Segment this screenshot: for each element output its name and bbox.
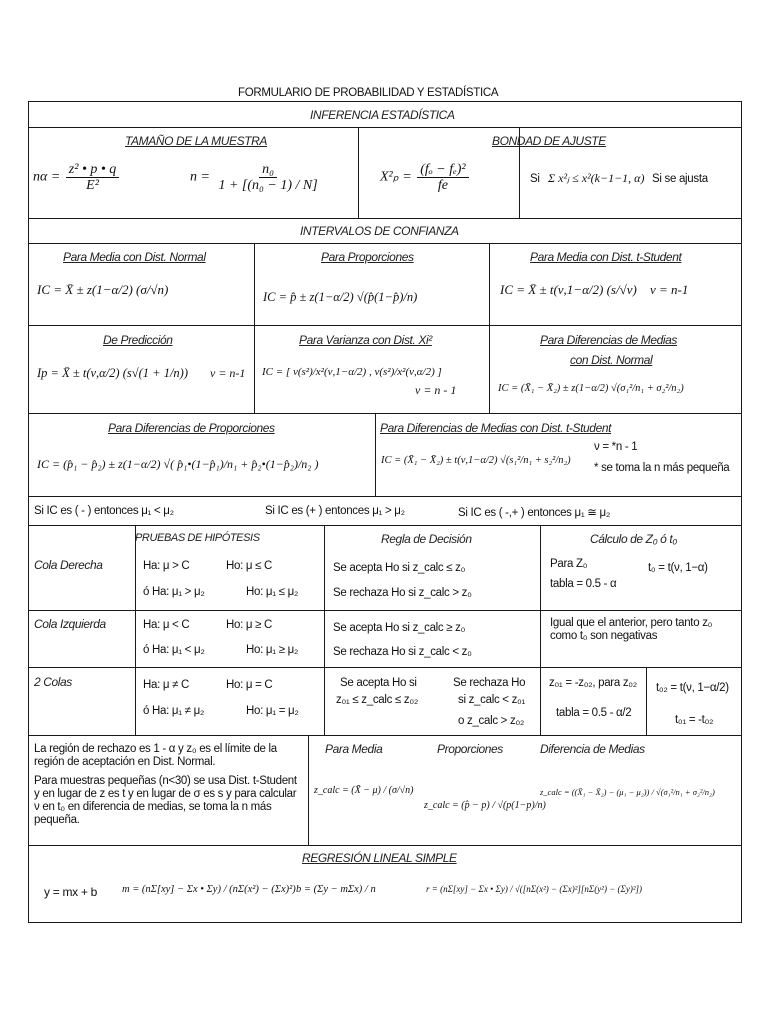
nu-dif-t: ν = *n - 1 <box>594 441 638 453</box>
reg-m: m = (nΣ[xy] − Σx • Σy) / (nΣ(x²) − (Σx)²) <box>122 884 296 895</box>
reg-r: r = (nΣ[xy] − Σx • Σy) / √([nΣ(x²) − (Σx)²][nΣ(y²) − (Σy)²]) <box>426 884 643 894</box>
section-tamano: TAMAÑO DE LA MUESTRA <box>125 134 268 148</box>
rule-accept: Se acepta Ho si z_calc ≤ z₀ <box>333 562 466 574</box>
formula-z-dif: z_calc = ((X̄₁ − X̄₂) − (μ₁ − μ₂)) / √(σ₁²/n₁ + σ₂²/n₂) <box>540 787 715 797</box>
section-calculo: Cálculo de Z₀ ó t₀ <box>590 532 677 546</box>
frame-bottom <box>28 922 742 923</box>
calc-t0: t₀ = t(ν, 1−α) <box>648 562 708 574</box>
section-dif-medias-a: Para Diferencias de Medias <box>540 333 678 347</box>
rule-reject: Se rechaza Ho si z_calc < z₀ <box>333 646 472 658</box>
rule-accept: Se acepta Ho si z_calc ≥ z₀ <box>333 622 466 634</box>
divider <box>28 413 742 414</box>
calc-t02: t₀₂ = t(ν, 1−α/2) <box>656 682 729 694</box>
hip-ha2: ó Ha: μ₁ ≠ μ₂ <box>143 705 205 717</box>
hip-ha1: Ha: μ > C <box>143 560 190 572</box>
hip-ha1: Ha: μ ≠ C <box>143 679 190 691</box>
calc-tabla: tabla = 0.5 - α <box>550 578 617 590</box>
formula-nu-t: ν = n-1 <box>650 282 689 297</box>
formula-chi: X²ₚ = $\frac{\text{(fₒ − fₑ)²}}{fe}$ <box>380 162 471 193</box>
vdivider <box>135 525 136 735</box>
frame-top <box>28 101 742 102</box>
formula-sum: Σ x²ⱼ ≤ x²(k−1−1, α) <box>548 171 645 185</box>
section-media-normal: Para Media con Dist. Normal <box>63 250 206 264</box>
divider <box>28 243 742 244</box>
hip-ha2: ó Ha: μ₁ > μ₂ <box>143 586 205 598</box>
formula-ic-dif-medias-t: IC = (X̄₁ − X̄₂) ± t(ν,1−α/2) √(s₁²/n₁ + s₂²/n₂) <box>381 455 571 466</box>
formula-ic-var: IC = [ ν(s²)/x²(ν,1−α/2) , ν(s²)/x²(ν,α/2) ] <box>262 366 442 378</box>
divider <box>28 735 742 736</box>
rule-reject: Se rechaza Ho <box>453 677 526 689</box>
reg-y: y = mx + b <box>44 885 98 899</box>
vdivider <box>308 735 309 845</box>
page-title: FORMULARIO DE PROBABILIDAD Y ESTADÍSTICA <box>238 87 499 99</box>
section-prediccion: De Predicción <box>103 333 173 347</box>
note-small-samples: Para muestras pequeñas (n<30) se usa Dist. t-Student y en lugar de z es t y en lugar de σ es s y para calcular ν en t₀ en diferencia de medias, se toma la n más pequeña. <box>34 775 297 826</box>
formula-ic-media-t: IC = X̄ ± t(ν,1−α/2) (s/√ν) <box>500 282 637 297</box>
section-media-t: Para Media con Dist. t-Student <box>530 250 682 264</box>
rule-negative: Si IC es ( - ) entonces μ₁ < μ₂ <box>34 505 174 517</box>
hip-label-derecha: Cola Derecha <box>34 558 103 572</box>
formula-nu-pred: ν = n-1 <box>210 366 246 380</box>
rule-accept-range: z₀₁ ≤ z_calc ≤ z₀₂ <box>336 694 418 706</box>
hip-ha1: Ha: μ < C <box>143 619 190 631</box>
rule-reject-high: o z_calc > z₀₂ <box>458 715 525 727</box>
vdivider <box>254 243 255 413</box>
calc-note: Igual que el anterior, pero tanto z₀ como t₀ son negativas <box>550 617 713 642</box>
vdivider <box>375 413 376 496</box>
hip-ho1: Ho: μ = C <box>226 679 273 691</box>
divider <box>28 496 742 497</box>
hip-ho1: Ho: μ ≤ C <box>226 560 273 572</box>
calc-tabla: tabla = 0.5 - α/2 <box>556 707 632 719</box>
nu-dif-note: * se toma la n más pequeña <box>594 462 730 474</box>
formula-n: n = $\frac{\text{n₀}}{\text{1 + [(n₀ − 1) / N]}}$ <box>190 162 318 193</box>
si-label: Si <box>530 173 540 185</box>
frame-left <box>28 101 29 923</box>
col-dif: Diferencia de Medias <box>540 742 645 756</box>
calc-t01: t₀₁ = -t₀₂ <box>675 714 714 726</box>
divider <box>28 325 742 326</box>
formula-nu-var: ν = n - 1 <box>415 383 457 397</box>
section-regresion: REGRESIÓN LINEAL SIMPLE <box>302 851 457 865</box>
hip-ho2: Ho: μ₁ = μ₂ <box>246 705 299 717</box>
rule-reject-low: si z_calc < z₀₁ <box>458 694 526 706</box>
note-region: La región de rechazo es 1 - α y z₀ es el límite de la región de aceptación en Dist. Normal. <box>34 743 277 768</box>
vdivider <box>646 667 647 735</box>
rule-accept: Se acepta Ho si <box>340 677 417 689</box>
hip-ho1: Ho: μ ≥ C <box>226 619 273 631</box>
reg-b: b = (Σy − mΣx) / n <box>296 884 376 895</box>
formula-ic-prop: IC = p̂ ± z(1−α/2) √(p̂(1−p̂)/n) <box>263 290 418 304</box>
section-varianza: Para Varianza con Dist. Xi² <box>299 333 432 347</box>
vdivider <box>489 243 490 413</box>
section-bondad: BONDAD DE AJUSTE <box>492 134 606 148</box>
formula-n-alpha: nα = $\frac{\text{z² • p • q}}{\text{E²}}$ <box>33 162 121 193</box>
frame-right <box>741 101 742 923</box>
col-media: Para Media <box>325 742 383 756</box>
calc-z0: Para Z₀ <box>550 558 588 570</box>
section-dif-proporciones: Para Diferencias de Proporciones <box>108 421 275 435</box>
rule-reject: Se rechaza Ho si z_calc > z₀ <box>333 587 472 599</box>
hip-ho2: Ho: μ₁ ≥ μ₂ <box>246 644 299 656</box>
section-dif-medias-t: Para Diferencias de Medias con Dist. t-Student <box>380 421 612 435</box>
rule-positive: Si IC es (+ ) entonces μ₁ > μ₂ <box>265 505 405 517</box>
hip-label-2colas: 2 Colas <box>34 675 72 689</box>
section-intervalos: INTERVALOS DE CONFIANZA <box>300 224 459 238</box>
divider <box>28 218 742 219</box>
vdivider <box>358 127 359 218</box>
calc-z01: z₀₁ = -z₀₂, para z₀₂ <box>549 677 637 689</box>
vdivider <box>540 525 541 735</box>
formula-z-media: z_calc = (X̄ − μ) / (σ/√n) <box>314 785 414 796</box>
divider <box>28 845 742 846</box>
vdivider <box>324 525 325 735</box>
divider <box>28 127 742 128</box>
formula-ic-media-normal: IC = X̄ ± z(1−α/2) (σ/√n) <box>37 282 169 297</box>
hip-ho2: Ho: μ₁ ≤ μ₂ <box>246 586 299 598</box>
formula-ic-dif-medias: IC = (X̄₁ − X̄₂) ± z(1−α/2) √(σ₁²/n₁ + σ₂²/n₂) <box>498 383 684 394</box>
section-inferencia: INFERENCIA ESTADÍSTICA <box>310 108 455 122</box>
section-regla: Regla de Decisión <box>381 532 472 546</box>
col-prop: Proporciones <box>437 742 503 756</box>
rule-mixed: Si IC es ( -,+ ) entonces μ₁ ≅ μ₂ <box>458 507 611 519</box>
formula-ic-dif-prop: IC = (p̂₁ − p̂₂) ± z(1−α/2) √( p̂₁•(1−p̂₁)/n₁ + p̂₂•(1−p̂₂)/n₂ ) <box>37 457 319 471</box>
section-pruebas: PRUEBAS DE HIPÓTESIS <box>135 532 260 544</box>
section-dif-medias-b: con Dist. Normal <box>570 353 653 367</box>
formula-ip-pred: Ip = X̄ ± t(ν,α/2) (s√(1 + 1/n)) <box>37 366 189 380</box>
si-ajusta-label: Si se ajusta <box>652 173 708 185</box>
section-proporciones: Para Proporciones <box>321 250 414 264</box>
formula-z-prop: z_calc = (p̂ − p) / √(p(1−p)/n) <box>424 800 546 811</box>
hip-ha2: ó Ha: μ₁ < μ₂ <box>143 644 205 656</box>
hip-label-izquierda: Cola Izquierda <box>34 617 106 631</box>
